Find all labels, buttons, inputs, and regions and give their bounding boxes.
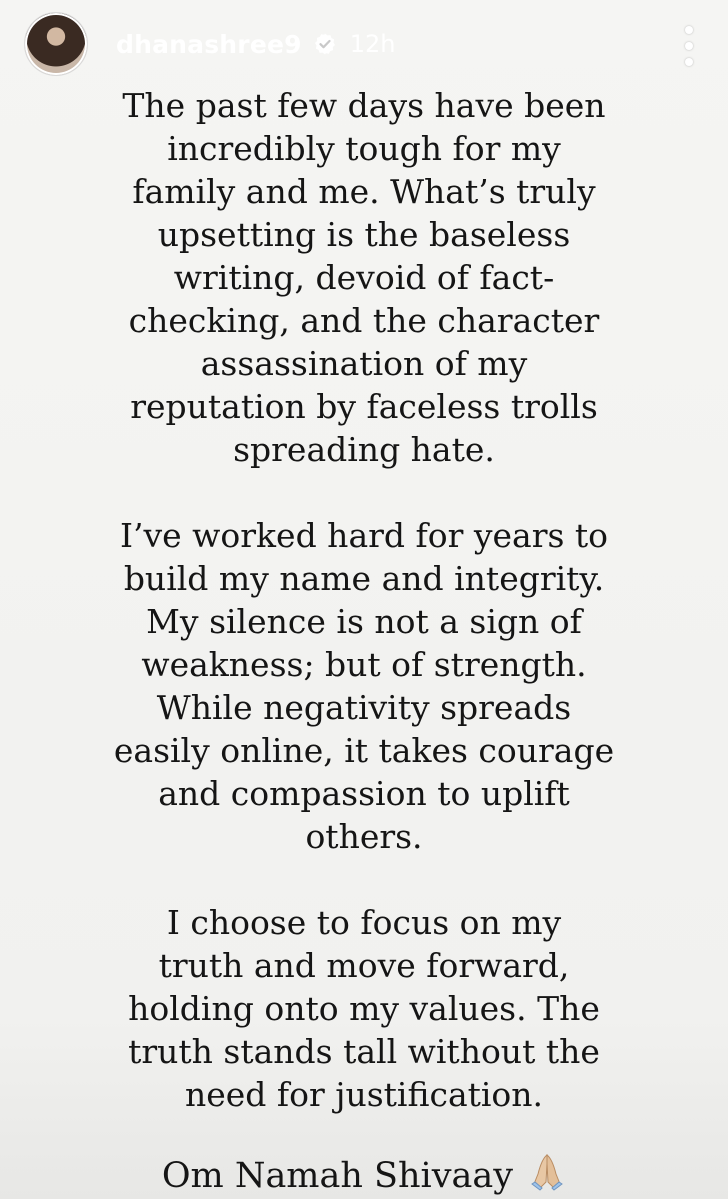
text-line: While negativity spreads <box>156 688 572 727</box>
text-line: family and me. What’s truly <box>132 172 596 211</box>
text-line: writing, devoid of fact- <box>173 258 555 297</box>
text-line: holding onto my values. The <box>128 989 600 1028</box>
text-line: checking, and the character <box>128 301 600 340</box>
timestamp: 12h <box>349 30 396 58</box>
text-line: need for justification. <box>184 1075 544 1114</box>
verified-badge-icon <box>312 31 338 57</box>
story-text <box>40 84 688 1116</box>
text-line: and compassion to uplift <box>158 774 570 813</box>
signoff <box>0 1152 728 1199</box>
paragraph-2 <box>40 514 688 858</box>
paragraph-1 <box>40 84 688 471</box>
text-line: The past few days have been <box>122 86 606 125</box>
text-line: truth and move forward, <box>158 946 570 985</box>
text-line: truth stands tall without the <box>128 1032 600 1071</box>
story-header <box>24 12 396 76</box>
text-line: assassination of my <box>200 344 528 383</box>
text-line: weakness; but of strength. <box>141 645 587 684</box>
more-options-icon[interactable] <box>680 26 698 66</box>
text-line: reputation by faceless trolls <box>130 387 598 426</box>
text-line: others. <box>305 817 423 856</box>
text-line: spreading hate. <box>233 430 495 469</box>
avatar[interactable] <box>24 12 88 76</box>
paragraph-3 <box>40 901 688 1116</box>
signoff-text: Om Namah Shivaay <box>161 1156 514 1196</box>
text-line: I choose to focus on my <box>166 903 562 942</box>
text-line: I’ve worked hard for years to <box>119 516 609 555</box>
username[interactable]: dhanashree9 <box>116 29 302 59</box>
text-line: incredibly tough for my <box>167 129 561 168</box>
text-line: upsetting is the baseless <box>157 215 571 254</box>
folded-hands-icon <box>528 1152 566 1199</box>
text-line: build my name and integrity. <box>123 559 605 598</box>
text-line: My silence is not a sign of <box>146 602 582 641</box>
text-line: easily online, it takes courage <box>113 731 615 770</box>
